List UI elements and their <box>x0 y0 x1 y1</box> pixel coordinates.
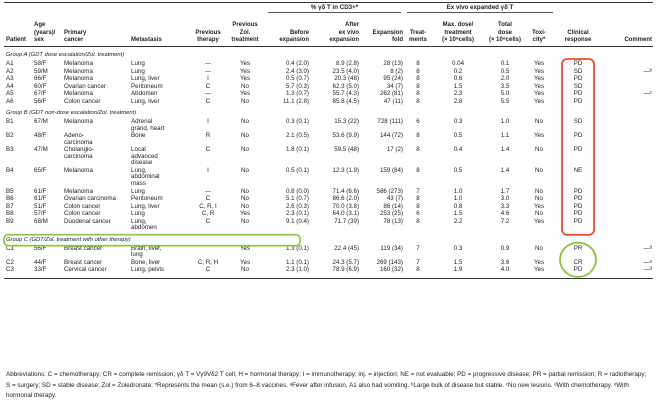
cell-metastasis: Brain, liver, lung <box>131 244 162 259</box>
cell-total_dose: 1.4 <box>500 146 510 154</box>
cell-total_dose: 3.5 <box>500 82 510 90</box>
cell-total_dose: 4.0 <box>500 266 510 274</box>
cell-patient: B1 <box>6 118 14 125</box>
cell-comment: —ᵇ <box>643 67 652 75</box>
cell-age_sex: 44/F <box>34 258 47 266</box>
cell-age_sex: 56/F <box>34 97 47 105</box>
cell-fold: 8 (2) <box>390 67 403 75</box>
cell-max_dose: 0.3 <box>453 118 463 125</box>
column-header-treatments: Treat- ments <box>409 29 427 43</box>
cell-age_sex: 67/F <box>34 90 47 97</box>
column-header-after: After ex vivo expansion <box>329 22 359 43</box>
cell-patient: B4 <box>6 166 14 174</box>
cell-treatments: 8 <box>416 60 420 67</box>
column-header-prev_zol: Previous Zol. treatment <box>231 22 259 43</box>
top-rule <box>4 2 653 3</box>
column-header-comment: Comment <box>624 36 652 43</box>
cell-response: PD <box>573 217 583 225</box>
cell-treatments: 8 <box>416 166 420 174</box>
cell-toxicity: Yes <box>533 75 545 82</box>
cell-prev_zol: No <box>241 132 249 140</box>
header-rule <box>4 46 653 47</box>
cell-age_sex: 61/F <box>34 195 47 203</box>
cell-total_dose: 1.4 <box>500 166 510 174</box>
cell-metastasis: Bone <box>131 132 146 140</box>
group-header-underline <box>407 12 553 13</box>
cell-primary: Melanoma <box>64 90 93 97</box>
bottom-rule <box>4 278 653 279</box>
cell-total_dose: 3.0 <box>500 195 510 203</box>
cell-max_dose: 2.3 <box>453 90 463 97</box>
cell-toxicity: Yes <box>533 90 545 97</box>
group-title: Group A (GDT dose escalation/Zol. treatment) <box>6 52 125 58</box>
cell-before: 1.8 (0.1) <box>285 146 309 154</box>
cell-toxicity: Yes <box>533 266 545 274</box>
cell-response: PD <box>573 97 583 105</box>
cell-treatments: 8 <box>416 202 420 210</box>
cell-treatments: 8 <box>416 146 420 154</box>
cell-max_dose: 1.0 <box>453 187 463 195</box>
cell-after: 8.9 (2.8) <box>335 60 359 67</box>
cell-metastasis: Lung, liver <box>131 97 160 105</box>
cell-patient: B6 <box>6 195 14 203</box>
cell-patient: A5 <box>6 90 14 97</box>
cell-treatments: 8 <box>416 97 420 105</box>
cell-comment: —ᵈ <box>643 244 652 252</box>
cell-fold: 144 (72) <box>379 132 403 140</box>
cell-fold: 47 (11) <box>383 97 403 105</box>
cell-response: PD <box>573 90 583 97</box>
cell-primary: Melanoma <box>64 75 93 82</box>
cell-max_dose: 0.4 <box>453 146 463 154</box>
cell-response: PD <box>573 266 583 274</box>
cell-patient: B9 <box>6 217 14 225</box>
cell-max_dose: 1.5 <box>453 210 463 218</box>
cell-prev_therapy: C, R, H <box>197 258 219 266</box>
cell-primary: Melanoma <box>64 118 93 125</box>
cell-response: PD <box>573 195 583 203</box>
cell-after: 70.0 (3.8) <box>332 202 359 210</box>
cell-patient: B5 <box>6 187 14 195</box>
cell-toxicity: Yes <box>533 60 545 67</box>
cell-metastasis: Lung <box>131 67 145 75</box>
cell-treatments: 7 <box>416 258 420 266</box>
cell-treatments: 8 <box>416 132 420 140</box>
cell-metastasis: Adrenal grand, heart <box>131 118 165 132</box>
cell-treatments: 8 <box>416 82 420 90</box>
cell-primary: Melanoma <box>64 166 93 174</box>
cell-fold: 159 (84) <box>379 166 403 174</box>
cell-max_dose: 1.5 <box>453 258 463 266</box>
cell-fold: 253 (25) <box>379 210 403 218</box>
cell-toxicity: No <box>535 210 543 218</box>
cell-metastasis: Lung, liver <box>131 75 160 82</box>
cell-max_dose: 0.5 <box>453 166 463 174</box>
cell-response: PD <box>573 187 583 195</box>
cell-response: PD <box>573 75 583 82</box>
cell-age_sex: 60/F <box>34 82 47 90</box>
cell-patient: A4 <box>6 82 14 90</box>
cell-response: NE <box>573 166 583 174</box>
cell-comment: —ᵈ <box>643 266 652 274</box>
cell-primary: Colon cancer <box>64 202 101 210</box>
cell-after: 23.5 (4.0) <box>332 67 359 75</box>
cell-response: SD <box>573 82 583 90</box>
cell-prev_therapy: — <box>204 60 212 67</box>
cell-patient: A3 <box>6 75 14 82</box>
cell-primary: Ovarian cancer <box>64 82 106 90</box>
cell-metastasis: Lung <box>131 187 145 195</box>
cell-response: PD <box>573 132 583 140</box>
cell-fold: 78 (13) <box>383 217 403 225</box>
cell-before: 1.1 (0.1) <box>285 258 309 266</box>
column-header-primary: Primary cancer <box>64 29 87 43</box>
cell-age_sex: 51/F <box>34 202 47 210</box>
cell-primary: Breast cancer <box>64 244 103 252</box>
cell-before: 11.1 (2.8) <box>282 97 309 105</box>
cell-after: 53.6 (9.9) <box>332 132 359 140</box>
cell-metastasis: Abdomen <box>131 90 158 97</box>
cell-age_sex: 68/M <box>34 217 48 225</box>
cell-after: 12.3 (1.9) <box>332 166 359 174</box>
cell-after: 24.3 (5.7) <box>332 258 359 266</box>
cell-treatments: 7 <box>416 187 420 195</box>
column-header-before: Before expansion <box>279 29 309 43</box>
cell-age_sex: 47/M <box>34 146 48 154</box>
cell-age_sex: 56/F <box>34 244 47 252</box>
cell-response: PD <box>573 210 583 218</box>
cell-after: 55.7 (4.3) <box>332 90 359 97</box>
group-header-gamma: % γδ T in CD3+* <box>310 4 359 11</box>
cell-prev_therapy: C <box>205 146 211 154</box>
cell-after: 78.9 (6.9) <box>332 266 359 274</box>
cell-before: 5.1 (0.7) <box>285 195 309 203</box>
cell-response: SD <box>573 67 583 75</box>
cell-before: 5.7 (0.3) <box>285 82 309 90</box>
cell-after: 59.5 (48) <box>334 146 359 154</box>
group-header-underline <box>268 12 401 13</box>
cell-patient: A6 <box>6 97 14 105</box>
cell-toxicity: Yes <box>533 258 545 266</box>
cell-metastasis: Lung, liver <box>131 202 160 210</box>
cell-toxicity: Yes <box>533 97 545 105</box>
cell-primary: Melanoma <box>64 67 93 75</box>
cell-prev_therapy: — <box>204 90 212 97</box>
cell-total_dose: 0.1 <box>500 60 510 67</box>
cell-fold: 34 (7) <box>386 82 403 90</box>
cell-total_dose: 3.6 <box>500 258 510 266</box>
cell-after: 86.6 (2.0) <box>332 195 359 203</box>
cell-metastasis: Lung <box>131 60 145 67</box>
cell-primary: Melanoma <box>64 187 93 195</box>
cell-toxicity: No <box>535 118 543 125</box>
cell-metastasis: Bone, liver <box>131 258 161 266</box>
cell-response: PD <box>573 60 583 67</box>
cell-max_dose: 0.3 <box>453 244 463 252</box>
cell-prev_zol: No <box>241 97 249 105</box>
cell-max_dose: 1.9 <box>453 266 463 274</box>
cell-metastasis: Peritoneum <box>131 82 163 90</box>
cell-patient: B2 <box>6 132 14 140</box>
cell-toxicity: Yes <box>533 132 545 140</box>
cell-prev_therapy: C <box>205 82 211 90</box>
cell-fold: 95 (24) <box>383 75 403 82</box>
cell-before: 2.4 (3.0) <box>285 67 309 75</box>
cell-age_sex: 67/M <box>34 118 48 125</box>
cell-max_dose: 0.04 <box>451 60 465 67</box>
cell-before: 2.3 (1.0) <box>285 266 309 274</box>
cell-age_sex: 58/F <box>34 60 47 67</box>
cell-fold: 86 (14) <box>383 202 403 210</box>
cell-max_dose: 1.5 <box>453 82 463 90</box>
cell-age_sex: 57/F <box>34 210 47 218</box>
cell-fold: 119 (34) <box>380 244 403 252</box>
cell-before: 0.4 (2.0) <box>285 60 309 67</box>
cell-toxicity: Yes <box>533 67 545 75</box>
cell-prev_therapy: C <box>205 217 211 225</box>
cell-toxicity: Yes <box>533 217 545 225</box>
cell-metastasis: Lung, abdomen <box>131 217 157 232</box>
cell-max_dose: 2.8 <box>453 97 463 105</box>
cell-comment: —ᵉ <box>643 258 652 266</box>
cell-prev_zol: No <box>241 187 249 195</box>
cell-primary: Colon cancer <box>64 210 101 218</box>
cell-primary: Melanoma <box>64 60 93 67</box>
cell-before: 1.3 (0.1) <box>285 244 309 252</box>
cell-treatments: 8 <box>416 217 420 225</box>
cell-before: 2.6 (0.3) <box>285 202 309 210</box>
cell-treatments: 8 <box>416 90 420 97</box>
cell-total_dose: 3.3 <box>500 202 510 210</box>
cell-prev_zol: No <box>241 82 249 90</box>
cell-metastasis: Local advanced disease <box>131 146 158 167</box>
cell-fold: 269 (143) <box>376 258 403 266</box>
cell-fold: 586 (273) <box>376 187 403 195</box>
cell-total_dose: 5.0 <box>500 90 510 97</box>
cell-before: 9.1 (0.4) <box>285 217 309 225</box>
cell-patient: C3 <box>6 266 14 274</box>
cell-metastasis: Lung, abdominal mass <box>131 166 160 188</box>
cell-response: PD <box>573 146 583 154</box>
cell-prev_zol: No <box>241 217 249 225</box>
cell-age_sex: 61/F <box>34 187 47 195</box>
column-header-toxicity: Toxi- city* <box>532 29 546 43</box>
cell-age_sex: 59/M <box>34 67 48 75</box>
cell-prev_therapy: I <box>207 75 209 82</box>
cell-after: 64.0 (3.1) <box>332 210 359 218</box>
column-header-total_dose: Total dose (× 10⁸cells) <box>488 22 522 43</box>
cell-prev_zol: Yes <box>239 67 251 75</box>
cell-prev_zol: Yes <box>239 258 251 266</box>
cell-toxicity: No <box>535 244 543 252</box>
cell-total_dose: 1.1 <box>500 132 510 140</box>
cell-prev_therapy: C <box>205 195 211 203</box>
cell-max_dose: 0.2 <box>453 67 463 75</box>
cell-fold: 728 (111) <box>377 118 403 125</box>
cell-fold: 262 (81) <box>379 90 403 97</box>
cell-comment: —ᶜ <box>643 90 652 97</box>
cell-age_sex: 48/F <box>34 132 47 140</box>
cell-primary: Breast cancer <box>64 258 103 266</box>
cell-patient: B7 <box>6 202 14 210</box>
cell-treatments: 7 <box>416 244 420 252</box>
cell-age_sex: 33/F <box>34 266 47 274</box>
cell-metastasis: Peritoneum <box>131 195 163 203</box>
cell-total_dose: 0.5 <box>500 67 510 75</box>
cell-response: CR <box>573 258 583 266</box>
cell-prev_therapy: — <box>204 67 212 75</box>
cell-before: 2.3 (0.1) <box>285 210 309 218</box>
cell-prev_zol: No <box>241 266 249 274</box>
cell-prev_zol: No <box>241 118 249 125</box>
cell-after: 20.3 (48) <box>334 75 359 82</box>
cell-after: 85.8 (4.5) <box>332 97 359 105</box>
cell-treatments: 6 <box>416 118 420 125</box>
cell-toxicity: No <box>535 195 543 203</box>
cell-metastasis: Lung <box>131 210 145 218</box>
cell-response: PD <box>573 202 583 210</box>
cell-prev_zol: No <box>241 146 249 154</box>
column-header-max_dose: Max. dose/ treatment (× 10⁸cells) <box>441 22 475 43</box>
cell-fold: 43 (7) <box>386 195 403 203</box>
cell-primary: Cholangio- carcinoma <box>64 146 94 160</box>
cell-fold: 160 (32) <box>379 266 403 274</box>
cell-response: PR <box>573 244 583 252</box>
cell-max_dose: 1.0 <box>453 195 463 203</box>
cell-metastasis: Lung, pelvis <box>131 266 165 274</box>
cell-total_dose: 7.2 <box>500 217 510 225</box>
cell-toxicity: Yes <box>533 82 545 90</box>
cell-prev_therapy: I <box>207 166 209 174</box>
column-header-age_sex: Age (years)/ sex <box>34 22 56 43</box>
cell-after: 62.3 (5.0) <box>332 82 359 90</box>
cell-before: 0.8 (0.0) <box>285 187 309 195</box>
cell-after: 22.4 (45) <box>334 244 359 252</box>
footnote: Abbreviations: C = chemotherapy; CR = complete remission; γδ T = Vγ9Vδ2 T cell; H = hormonal therapy; I = immunotherapy; inj. = injection; NE = not evaluable; PD = progressive disease; PR = partial remission; R = radiotherapy; S = surgery; SD = stable disease; Zol = Zoledronate; *Represents the mean (s.e.) from 6–8 vaccines. ᵃFever after infusion, A1 also had vomiting. ᵇLarge bulk of disease but stable. ᶜNo new lesions. ᵈWith chemotherapy. ᵉWith hormonal therapy. <box>6 371 647 399</box>
cell-fold: 28 (13) <box>383 60 403 67</box>
cell-prev_therapy: C, R, I <box>199 202 217 210</box>
cell-age_sex: 65/F <box>34 166 47 174</box>
cell-fold: 17 (2) <box>386 146 403 154</box>
cell-max_dose: 0.6 <box>453 75 463 82</box>
cell-before: 0.3 (0.1) <box>285 118 309 125</box>
cell-age_sex: 66/F <box>34 75 47 82</box>
cell-before: 1.3 (0.7) <box>285 90 309 97</box>
cell-total_dose: 0.9 <box>500 244 510 252</box>
cell-patient: A1 <box>6 60 14 67</box>
cell-primary: Duodenal cancer <box>64 217 111 225</box>
group-header-exvivo: Ex vivo expanded γδ T <box>446 4 514 11</box>
cell-max_dose: 0.8 <box>453 202 463 210</box>
column-header-fold: Expansion fold <box>372 29 403 43</box>
column-header-metastasis: Metastasis <box>131 36 162 43</box>
cell-prev_zol: Yes <box>239 60 251 67</box>
cell-treatments: 6 <box>416 210 420 218</box>
cell-toxicity: No <box>535 146 543 154</box>
cell-prev_therapy: R <box>205 132 211 140</box>
cell-toxicity: Yes <box>533 202 545 210</box>
group-title: Group C (GDT/Zol. treatment with other therapy) <box>6 236 131 243</box>
cell-prev_zol: Yes <box>239 75 251 82</box>
cell-before: 0.5 (0.1) <box>285 166 309 174</box>
cell-patient: C2 <box>6 258 14 266</box>
cell-total_dose: 5.5 <box>500 97 510 105</box>
cell-primary: Colon cancer <box>64 97 101 105</box>
cell-before: 2.1 (0.5) <box>285 132 309 140</box>
cell-total_dose: 1.0 <box>500 118 510 125</box>
cell-total_dose: 4.6 <box>500 210 510 218</box>
cell-treatments: 8 <box>416 67 420 75</box>
cell-total_dose: 1.7 <box>500 187 510 195</box>
cell-after: 71.7 (39) <box>334 217 359 225</box>
cell-prev_zol: Yes <box>239 210 251 218</box>
cell-patient: B8 <box>6 210 14 218</box>
cell-primary: Ovarian carcinoma <box>64 195 116 203</box>
cell-treatments: 8 <box>416 195 420 203</box>
cell-treatments: 8 <box>416 266 420 274</box>
cell-toxicity: No <box>535 187 543 195</box>
cell-after: 15.3 (22) <box>334 118 359 125</box>
cell-toxicity: No <box>535 166 543 174</box>
cell-patient: B3 <box>6 146 14 154</box>
cell-before: 0.5 (0.7) <box>285 75 309 82</box>
cell-prev_therapy: — <box>204 187 212 195</box>
cell-primary: Adeno- carcinoma <box>64 132 93 146</box>
cell-patient: C1 <box>6 244 14 252</box>
cell-prev_zol: Yes <box>239 244 251 252</box>
cell-prev_zol: Yes <box>239 90 251 97</box>
cell-after: 71.4 (6.6) <box>332 187 359 195</box>
cell-prev_therapy: I <box>207 118 209 125</box>
cell-prev_zol: No <box>241 202 249 210</box>
group-title: Group B (GDT non-dose escalation/Zol. treatment) <box>6 110 137 116</box>
cell-patient: A2 <box>6 67 14 75</box>
cell-prev_therapy: C <box>205 97 211 105</box>
column-header-prev_therapy: Previous therapy <box>195 29 221 43</box>
column-header-response: Clinical response <box>564 29 592 43</box>
cell-treatments: 8 <box>416 75 420 82</box>
cell-max_dose: 0.5 <box>453 132 463 140</box>
cell-total_dose: 2.0 <box>500 75 510 82</box>
cell-prev_therapy: C <box>205 266 211 274</box>
cell-prev_zol: No <box>241 195 249 203</box>
cell-max_dose: 2.2 <box>453 217 463 225</box>
cell-prev_zol: No <box>241 166 249 174</box>
column-header-patient: Patient <box>6 36 27 43</box>
cell-primary: Cervical cancer <box>64 266 107 274</box>
cell-prev_therapy: C, R <box>201 210 215 218</box>
cell-response: SD <box>573 118 583 125</box>
